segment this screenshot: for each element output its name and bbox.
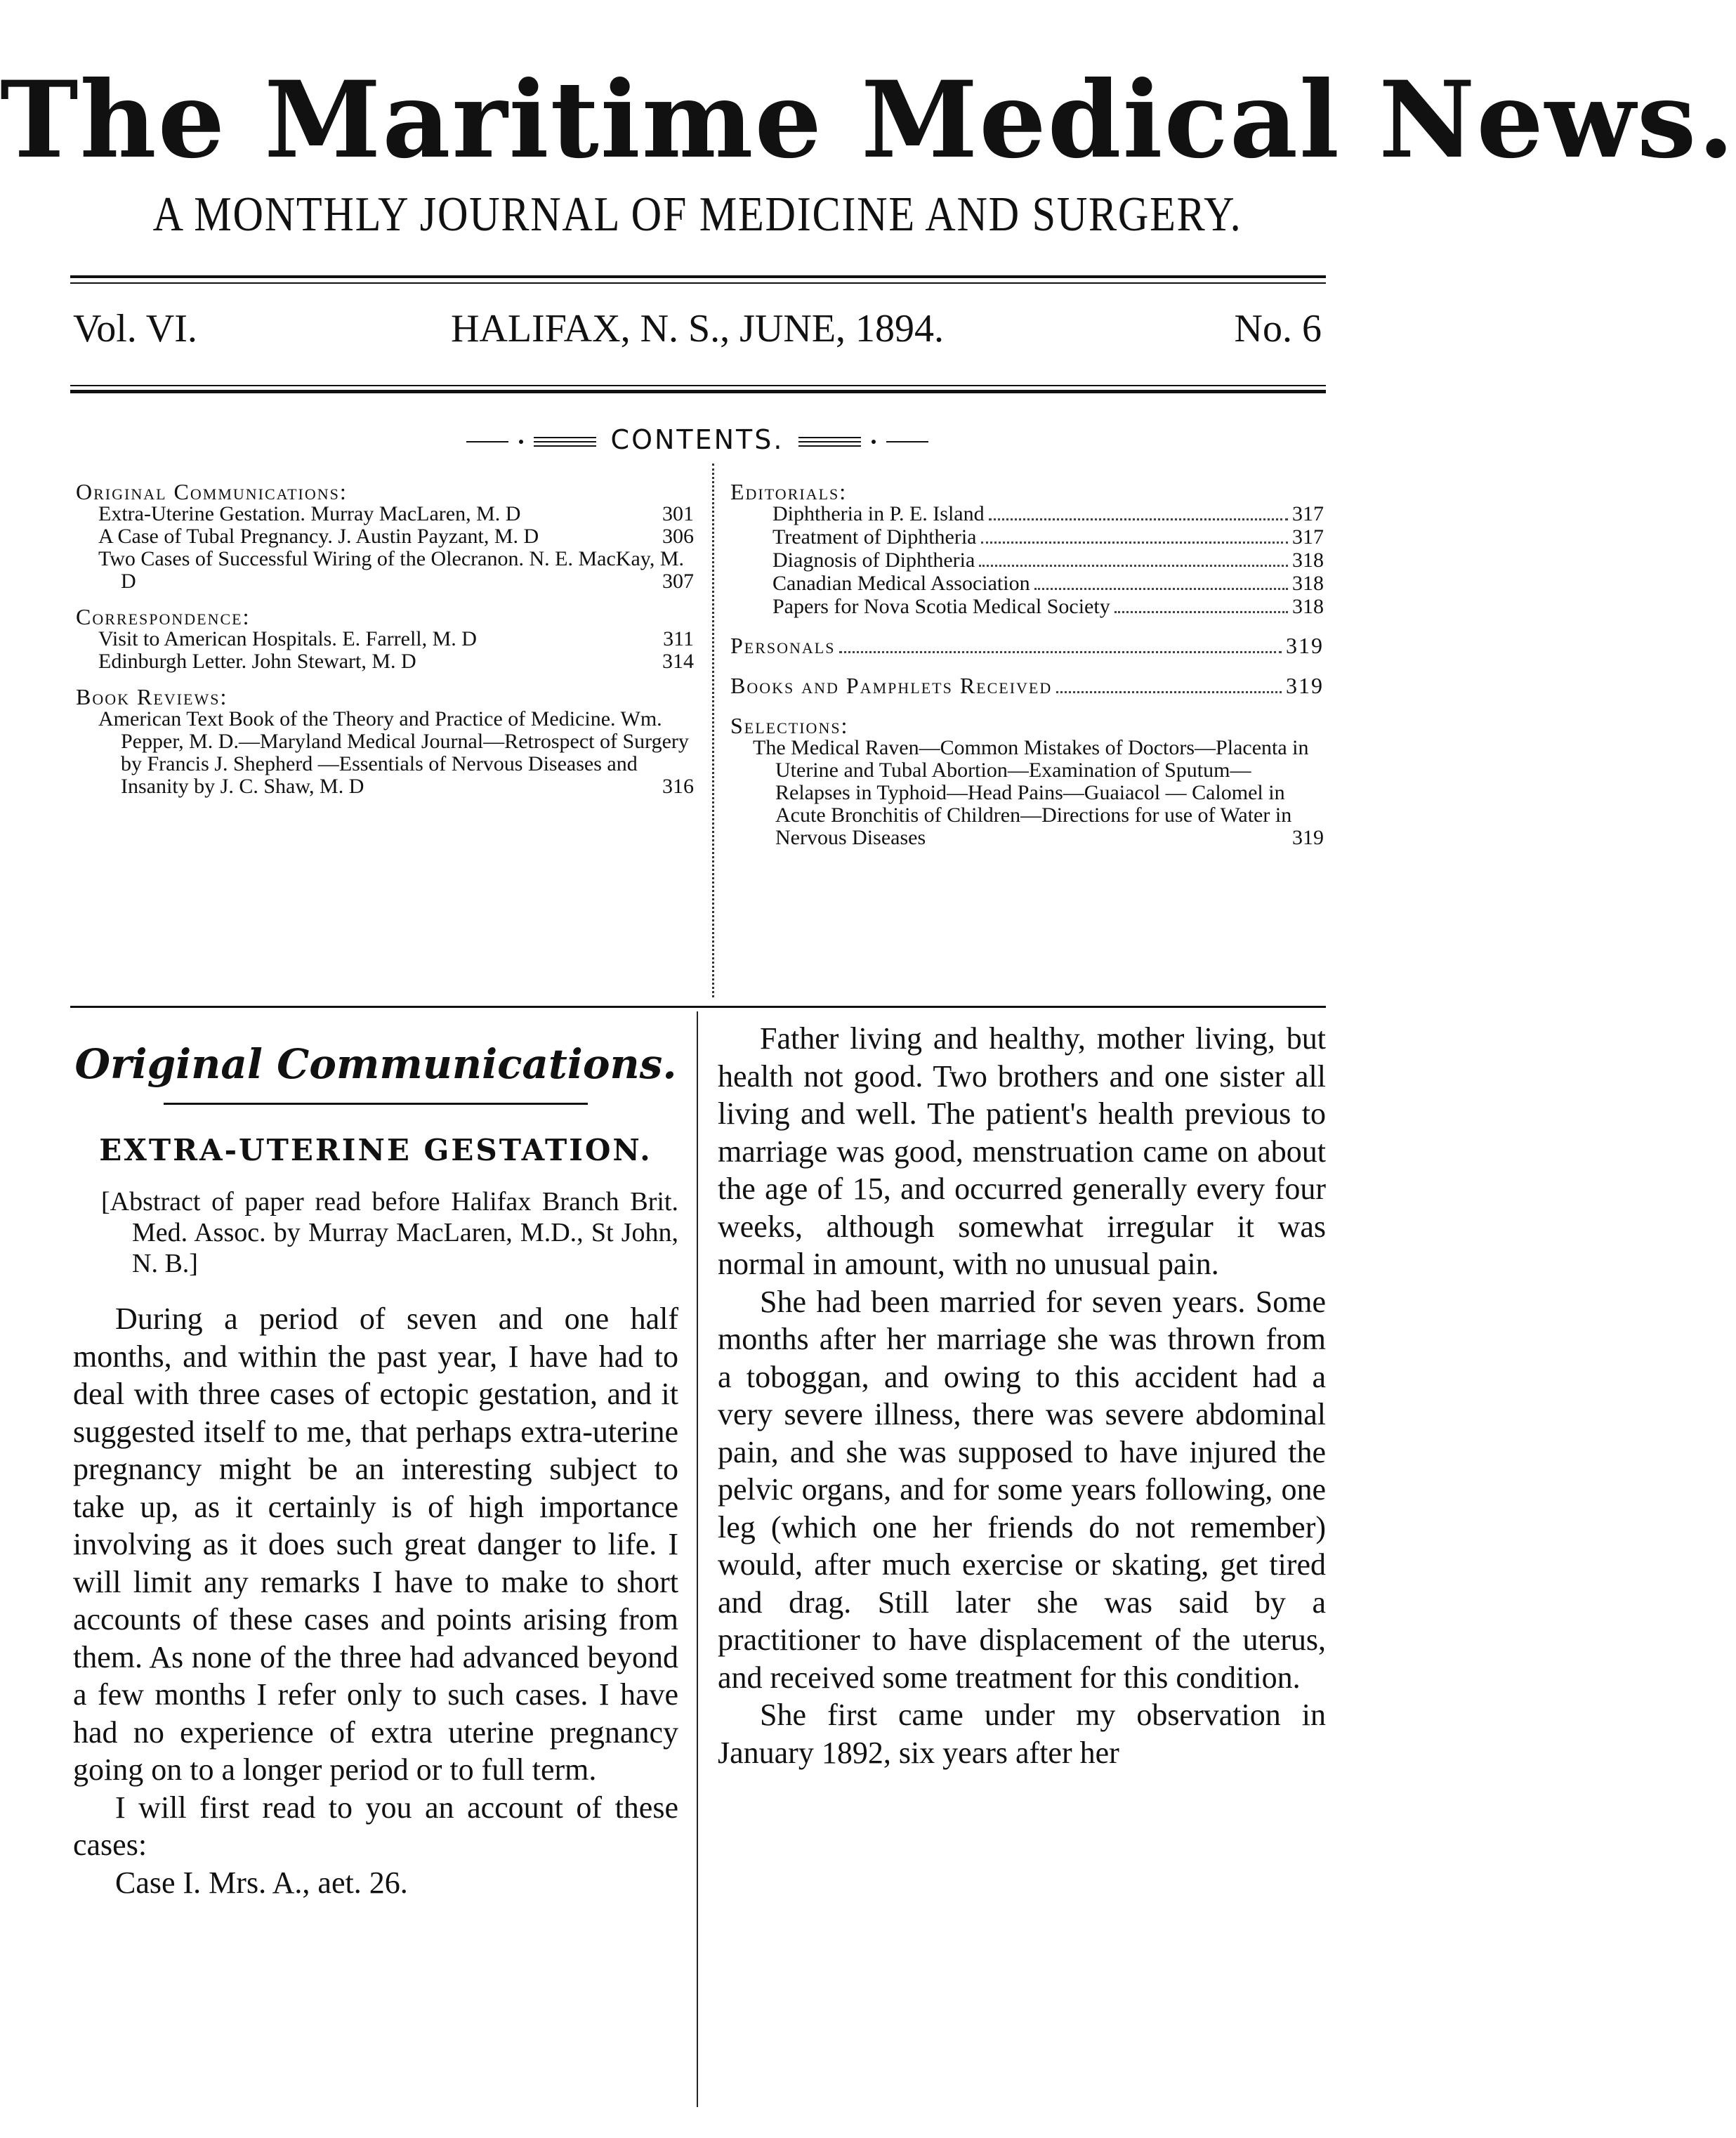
contents-right-column [730,480,1324,849]
toc-entry-title: Canadian Medical Association [772,572,1030,595]
toc-entry-title: Papers for Nova Scotia Medical Society [772,595,1110,618]
contents-left-column [76,480,694,798]
toc-entry[interactable] [772,572,1324,596]
article-left-column [73,1020,678,1901]
toc-entry-title: Personals [730,633,836,658]
toc-entry-page: 319 [1286,633,1324,658]
abstract-note: [Abstract of paper read before Halifax Branch Brit. Med. Assoc. by Murray MacLaren, M.D., St John, N. B.] [101,1187,678,1278]
journal-title: The Maritime Medical News. [0,58,1736,182]
toc-entry-page: 301 [662,502,694,525]
toc-entry-title: American Text Book of the Theory and Practice of Medicine. Wm. Pepper, M. D.—Maryland Medical Journal—Retrospect of Surgery by Francis J. Shepherd —Essentials of Nervous Diseases and Insanity by J. C. Shaw, M. D [98,707,689,798]
toc-section-editorials: Editorials: [730,479,848,504]
section-rule [164,1103,587,1105]
contents-divider [712,464,716,997]
issue-number: No. 6 [1234,307,1322,350]
section-heading: Original Communications. [74,1040,677,1088]
toc-entry[interactable] [76,503,694,525]
toc-section-original: Original Communications: [76,479,348,504]
paragraph: She had been married for seven years. Some months after her marriage she was thrown from a toboggan, and owing to this accident had a very severe illness, there was severe abdominal pain, and she was supposed to have injured the pelvic organs, and for some years following, one leg (which one her friends do not remember) would, after much exercise or skating, get tired and drag. Still later she was said by a practitioner to have displacement of the uterus, and received some treatment for this condition. [718,1284,1326,1695]
toc-entry-page: 316 [662,775,694,798]
volume-number: Vol. VI. [73,307,197,350]
toc-entry-title: Visit to American Hospitals. E. Farrell, M. D [98,627,477,650]
contents-heading [0,424,1395,455]
toc-entry-page: 319 [1292,826,1324,849]
toc-entry-title: Diphtheria in P. E. Island [772,502,985,525]
toc-entry-title: Two Cases of Successful Wiring of the Olecranon. N. E. MacKay, M. D [98,547,684,593]
paragraph: During a period of seven and one half months, and within the past year, I have had to deal with three cases of ectopic gestation, and it suggested itself to me, that perhaps extra-uterine pregnancy might be an interesting subject to take up, as it certainly is of high importance involving as it does such great danger to life. I will limit any remarks I have to make to short accounts of these cases and points arising from them. As none of the three had advanced beyond a few months I refer only to such cases. I have had no experience of extra uterine pregnancy going on to a longer period or to full term. [73,1301,678,1787]
left-ornament-icon [466,435,600,449]
toc-entry-page: 318 [1292,595,1324,618]
paragraph: She first came under my observation in January 1892, six years after her [718,1698,1326,1770]
toc-section-book-reviews: Book Reviews: [76,684,228,709]
toc-entry[interactable] [730,737,1324,849]
article-right-column [718,1020,1326,1771]
masthead-rule-top-thin [70,282,1326,284]
toc-entry-page: 311 [663,627,694,650]
article-title: EXTRA-UTERINE GESTATION. [99,1133,652,1167]
journal-subtitle: A MONTHLY JOURNAL OF MEDICINE AND SURGERY. [152,188,1242,242]
toc-entry[interactable] [76,650,694,673]
issue-rule-thick [70,390,1326,393]
toc-entry-title: Treatment of Diphtheria [772,525,977,549]
paragraph: Father living and healthy, mother living, but health not good. Two brothers and one sister all living and well. The patient's health previous to marriage was good, menstruation came on about the age of 15, and occurred generally every four weeks, although somewhat irregular it was normal in amount, with no unusual pain. [718,1021,1326,1281]
paragraph: I will first read to you an account of these cases: [73,1790,678,1862]
toc-entry[interactable] [76,525,694,548]
toc-entry[interactable] [76,708,694,798]
toc-entry-page: 318 [1292,572,1324,595]
toc-entry-title: The Medical Raven—Common Mistakes of Doctors—Placenta in Uterine and Tubal Abortion—Examination of Sputum—Relapses in Typhoid—Head Pains—Guaiacol — Calomel in Acute Bronchitis of Children—Directions for use of Water in Nervous Diseases [753,736,1309,849]
toc-entry[interactable] [76,628,694,650]
toc-section-personals[interactable] [730,634,1324,659]
toc-entry-title: A Case of Tubal Pregnancy. J. Austin Payzant, M. D [98,525,539,548]
toc-entry[interactable] [772,596,1324,619]
toc-entry[interactable] [772,526,1324,549]
toc-entry-page: 318 [1292,549,1324,572]
case-line: Case I. Mrs. A., aet. 26. [115,1865,408,1900]
toc-entry[interactable] [772,549,1324,572]
toc-entry-page: 306 [662,525,694,548]
toc-entry-page: 307 [662,570,694,593]
toc-entry[interactable] [76,548,694,593]
toc-entry-title: Books and Pamphlets Received [730,673,1053,698]
toc-entry-title: Edinburgh Letter. John Stewart, M. D [98,650,416,673]
toc-section-correspondence: Correspondence: [76,604,251,629]
toc-section-selections: Selections: [730,713,849,738]
toc-entry-title: Diagnosis of Diphtheria [772,549,975,572]
issue-place-date: HALIFAX, N. S., JUNE, 1894. [450,307,945,350]
column-divider [697,1011,698,2107]
toc-entry-page: 317 [1292,502,1324,525]
issue-rule-thin [70,385,1326,386]
masthead-rule-top [70,275,1326,278]
toc-entry-page: 319 [1286,673,1324,698]
contents-rule [70,1006,1326,1008]
toc-section-books-received[interactable] [730,674,1324,699]
toc-entry-page: 317 [1292,525,1324,549]
toc-entry-title: Extra-Uterine Gestation. Murray MacLaren, M. D [98,502,521,525]
toc-entry[interactable] [772,503,1324,526]
right-ornament-icon [795,435,928,449]
toc-entry-page: 314 [662,650,694,673]
contents-heading-text: CONTENTS. [610,424,784,455]
